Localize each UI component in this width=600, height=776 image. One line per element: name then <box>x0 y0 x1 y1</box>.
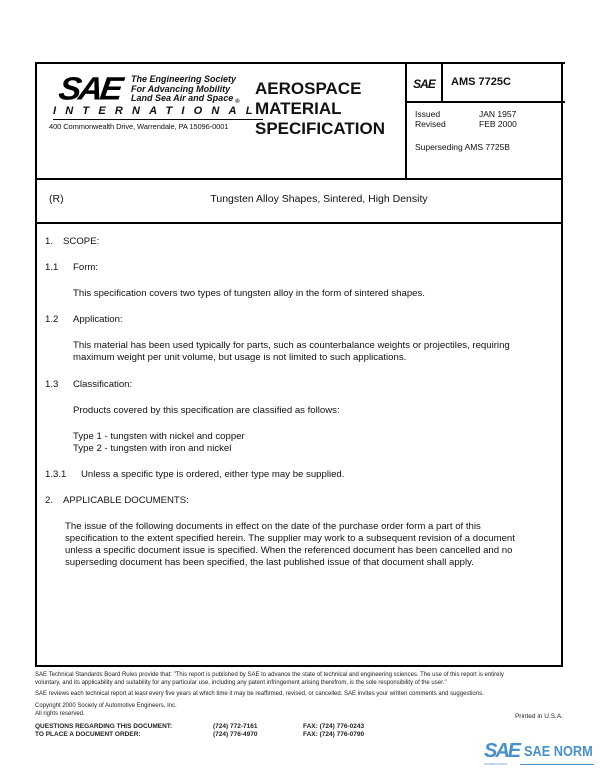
document-body <box>37 224 561 665</box>
tagline-line-1: The Engineering Society <box>131 74 237 84</box>
contact-block <box>35 723 364 738</box>
section-1-2-heading: 1.2 Application: <box>45 314 123 325</box>
sae-logo-mark: SAE <box>56 70 123 108</box>
spec-info-box <box>405 62 565 178</box>
questions-fax: FAX: (724) 776-0243 <box>303 723 365 730</box>
watermark-sae-mark: SAE <box>484 740 520 762</box>
document-title: Tungsten Alloy Shapes, Sintered, High Density <box>210 193 428 205</box>
section-1-3-1: 1.3.1 Unless a specific type is ordered, either type may be supplied. <box>45 469 345 480</box>
spec-number: AMS 7725C <box>451 76 511 88</box>
revised-date: FEB 2000 <box>479 118 517 129</box>
copyright-notice: Copyright 2000 Society of Automotive Engineers, Inc. <box>35 703 177 709</box>
printed-in: Printed in U.S.A. <box>514 713 563 720</box>
tsb-notice-line-1: SAE Technical Standards Board Rules provide that: "This report is published by SAE to advance the state of technical and engineering sciences. The use of this report is entirely <box>35 672 504 678</box>
section-2-text: The issue of the following documents in effect on the date of the purchase order form a part of this specification to the extent specified herein. The supplier may work to a subsequent revision of a document unless a specific document issue is specified. When the referenced document has been cancelled and no superseding document has been specified, the last published issue of that document shall apply. <box>65 521 515 568</box>
section-1-3-text: Products covered by this specification are classified as follows: <box>73 405 340 416</box>
doc-type-line-1: AEROSPACE <box>255 79 362 98</box>
questions-phone: (724) 772-7161 <box>213 723 258 730</box>
registered-mark: ® <box>235 99 240 105</box>
revised-label: Revised <box>415 118 446 129</box>
contact-row-orders: TO PLACE A DOCUMENT ORDER: (724) 776-4970 FAX: (724) 776-0790 <box>35 730 365 738</box>
logo-tagline <box>131 75 240 108</box>
watermark-subtext: INTERNATIONAL <box>484 762 508 766</box>
document-type-heading <box>255 79 385 139</box>
doc-type-line-3: SPECIFICATION <box>255 119 386 138</box>
sae-address: 400 Commonwealth Drive, Warrendale, PA 15096-0001 <box>49 122 229 131</box>
section-1-3-heading: 1.3 Classification: <box>45 379 133 390</box>
watermark-text: SAE NORM <box>524 743 593 760</box>
sae-small-logo: SAE <box>407 64 443 103</box>
logo-international: INTERNATIONAL <box>53 105 262 117</box>
spec-dates <box>415 110 517 129</box>
revision-mark: (R) <box>49 193 64 205</box>
type-2: Type 2 - tungsten with iron and nickel <box>73 443 232 454</box>
review-notice: SAE reviews each technical report at least every five years at which time it may be reaffirmed, revised, or cancelled. SAE invites your written comments and suggestions. <box>35 691 484 697</box>
section-1-2-text: This material has been used typically for parts, such as counterbalance weights or projectiles, requiring maximum weight per unit volume, but usage is not limited to such applications. <box>73 340 510 363</box>
title-row <box>37 178 561 224</box>
superseding-note: Superseding AMS 7725B <box>415 142 510 152</box>
issued-label: Issued <box>415 109 441 119</box>
spec-number-row <box>407 62 565 103</box>
section-1-1-text: This specification covers two types of tungsten alloy in the form of sintered shapes. <box>73 288 425 299</box>
issued-date: JAN 1957 <box>479 109 517 119</box>
tagline-line-3: Land Sea Air and Space <box>131 93 234 103</box>
type-1: Type 1 - tungsten with nickel and copper <box>73 431 245 442</box>
tagline-line-2: For Advancing Mobility <box>131 83 231 94</box>
section-2-heading: 2. APPLICABLE DOCUMENTS: <box>45 495 189 506</box>
orders-phone: (724) 776-4970 <box>213 730 258 738</box>
spec-frame <box>35 62 563 667</box>
orders-fax: FAX: (724) 776-0790 <box>303 730 365 738</box>
sae-norm-watermark <box>484 740 596 772</box>
section-1-heading: 1. SCOPE: <box>45 236 100 247</box>
doc-type-line-2: MATERIAL <box>255 99 342 118</box>
rights-notice: All rights reserved. <box>35 711 85 717</box>
logo-rule <box>53 119 263 120</box>
watermark-rule <box>520 764 594 765</box>
tsb-notice-line-2: voluntary, and its applicability and suitability for any particular use, including any patent infringement arising therefrom, is the sole responsibility of the user." <box>35 680 447 686</box>
contact-row-questions: QUESTIONS REGARDING THIS DOCUMENT: (724) 772-7161 FAX: (724) 776-0243 <box>35 723 365 730</box>
section-1-1-heading: 1.1 Form: <box>45 262 99 273</box>
header-row <box>37 64 561 180</box>
